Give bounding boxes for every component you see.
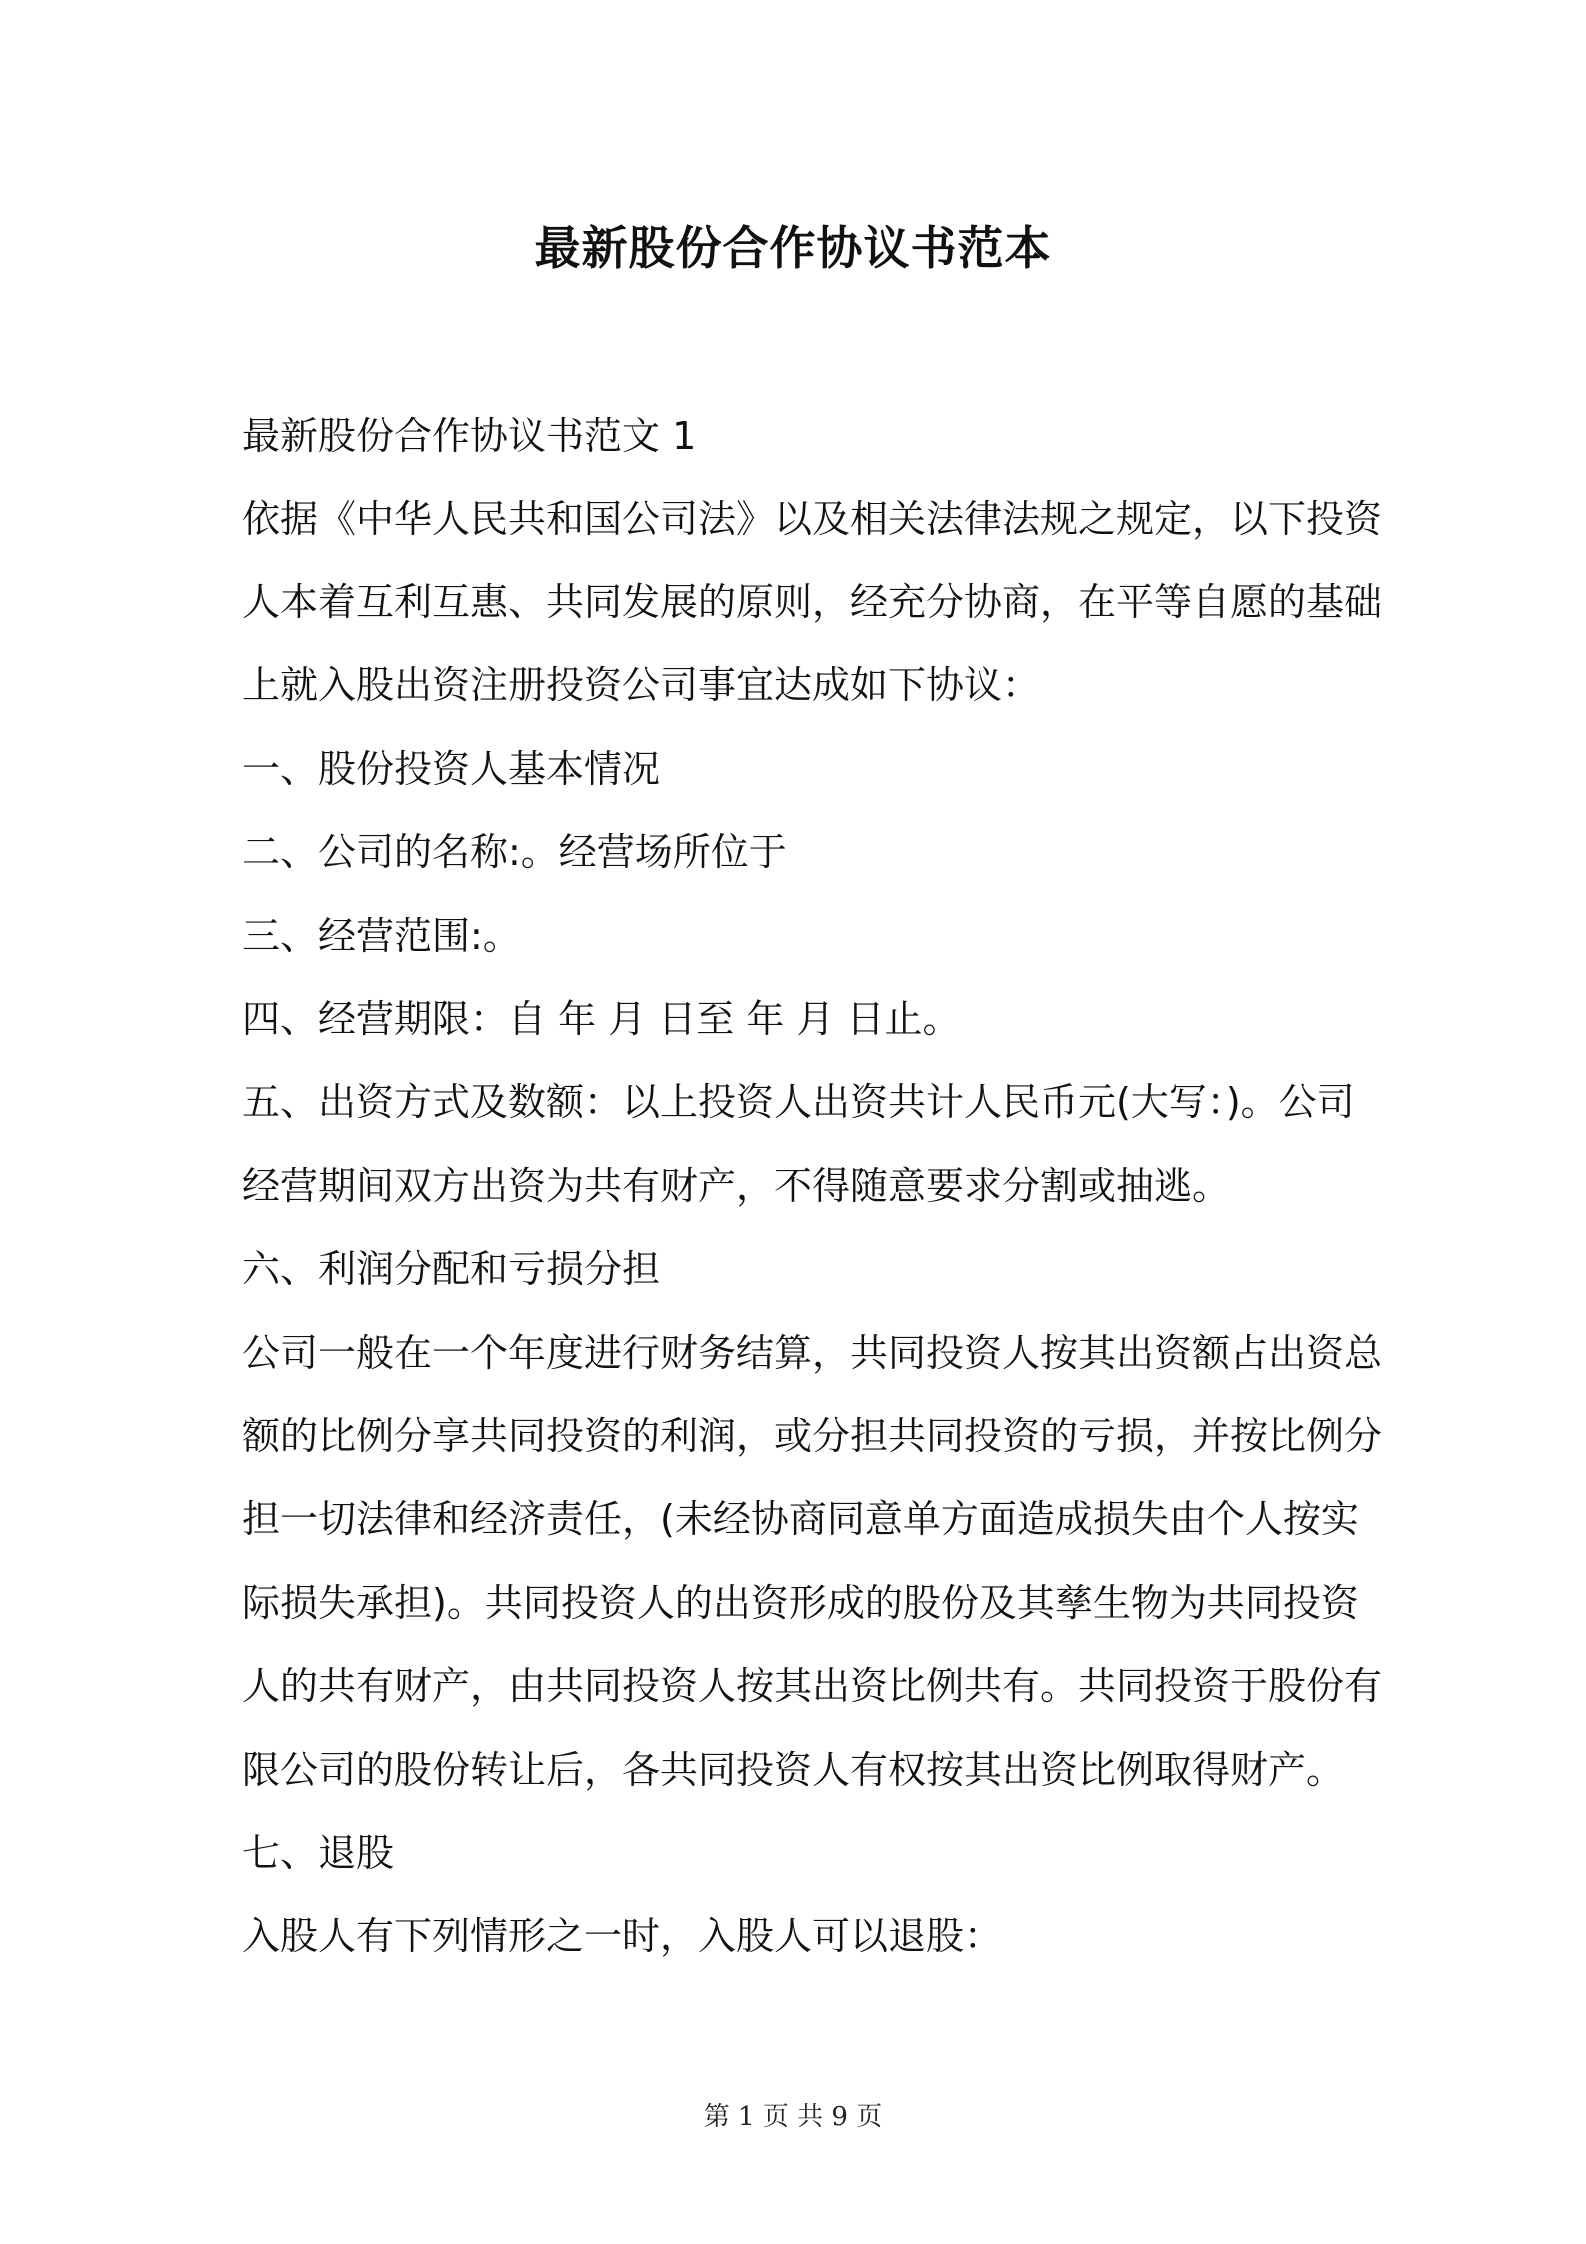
- paragraph-line: 人的共有财产，由共同投资人按其出资比例共有。共同投资于股份有: [242, 1664, 1383, 1708]
- clause-heading: 一、股份投资人基本情况: [242, 747, 661, 791]
- clause-line: 四、经营期限：自 年 月 日至 年 月 日止。: [242, 997, 961, 1041]
- paragraph-line: 人本着互利互惠、共同发展的原则，经充分协商，在平等自愿的基础: [242, 580, 1383, 624]
- clause-heading: 七、退股: [242, 1831, 395, 1875]
- paragraph-line: 限公司的股份转让后，各共同投资人有权按其出资比例取得财产。: [242, 1748, 1345, 1792]
- clause-line: 三、经营范围:。: [242, 914, 521, 958]
- paragraph-line: 公司一般在一个年度进行财务结算，共同投资人按其出资额占出资总: [242, 1331, 1383, 1375]
- clause-heading: 六、利润分配和亏损分担: [242, 1247, 661, 1291]
- clause-line: 二、公司的名称:。经营场所位于: [242, 830, 787, 874]
- page-number: 第 1 页 共 9 页: [703, 2102, 883, 2132]
- paragraph-line: 上就入股出资注册投资公司事宜达成如下协议：: [242, 663, 1041, 707]
- clause-line: 五、出资方式及数额：以上投资人出资共计人民币元(大写：)。公司: [242, 1080, 1355, 1124]
- paragraph-line: 入股人有下列情形之一时，入股人可以退股：: [242, 1914, 1003, 1958]
- clause-line: 经营期间双方出资为共有财产，不得随意要求分割或抽逃。: [242, 1164, 1231, 1208]
- paragraph-line: 额的比例分享共同投资的利润，或分担共同投资的亏损，并按比例分: [242, 1414, 1383, 1458]
- paragraph-line: 担一切法律和经济责任，(未经协商同意单方面造成损失由个人按实: [242, 1497, 1359, 1541]
- paragraph-line: 际损失承担)。共同投资人的出资形成的股份及其孳生物为共同投资: [242, 1581, 1359, 1625]
- paragraph-line: 依据《中华人民共和国公司法》以及相关法律法规之规定，以下投资: [242, 497, 1383, 541]
- section-subtitle: 最新股份合作协议书范文 1: [242, 414, 697, 458]
- document-title: 最新股份合作协议书范本: [534, 221, 1052, 275]
